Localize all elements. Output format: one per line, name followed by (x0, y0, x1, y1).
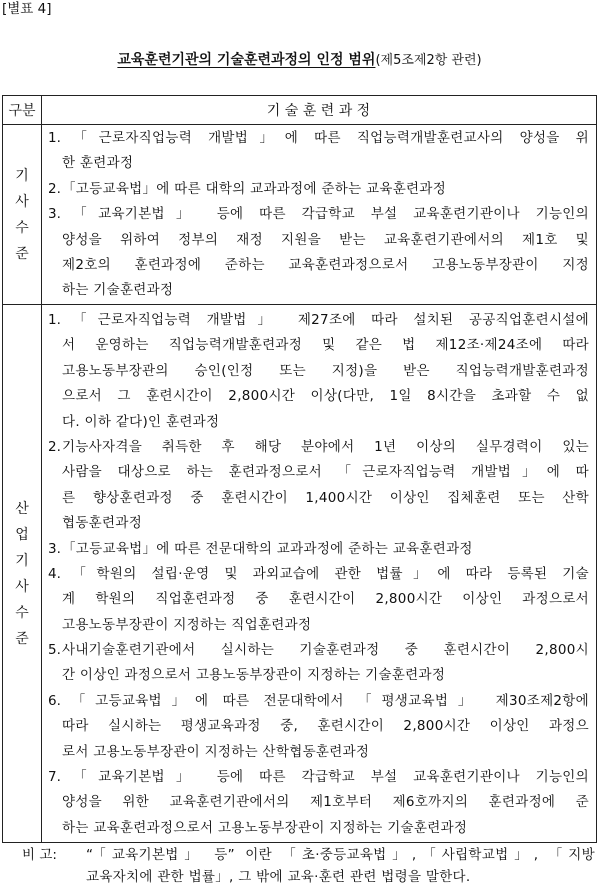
header-courses: 기 술 훈 련 과 정 (266, 103, 371, 119)
item-line (48, 562, 589, 587)
table-row (3, 304, 596, 842)
item-number: 1. (48, 130, 61, 146)
table-header-row (3, 96, 596, 124)
header-courses-cell (42, 96, 596, 124)
item-text: 「고등교육법」에 따른 전문대학에서 「평생교육법」 제30조제2항에 (62, 692, 589, 709)
item-line: 하는 교육훈련과정으로서 고용노동부장관이 지정하는 기술훈련과정 (62, 819, 468, 836)
item-number: 2. (48, 438, 61, 455)
title-reference: (제5조제2항 관련) (375, 53, 482, 68)
list-item (48, 435, 589, 537)
item-line (48, 202, 589, 227)
item-line (48, 435, 589, 460)
item-text: 사내기술훈련기관에서 실시하는 기술훈련과정 중 훈련시간이 2,800시 (62, 642, 589, 659)
category-cell (3, 305, 42, 842)
item-line (48, 177, 589, 202)
item-line: 양성을 위하여 정부의 재정 지원을 받는 교육훈련기관에서의 제1호 및 (62, 231, 589, 248)
item-line (48, 308, 589, 333)
item-text: 「근로자직업능력 개발법」 제27조에 따라 설치된 공공직업훈련시설에 (62, 312, 589, 328)
list-item (48, 308, 589, 435)
list-item (48, 765, 589, 841)
category-label: 기사수준 (15, 167, 29, 262)
list-item (48, 638, 589, 689)
item-number: 4. (48, 565, 61, 582)
item-number: 1. (48, 312, 61, 328)
category-cell (3, 125, 42, 304)
item-text: 「고등교육법」에 따른 전문대학의 교과과정에 준하는 교육훈련과정 (62, 540, 473, 557)
list-item (48, 537, 589, 562)
item-line: 따라 실시하는 평생교육과정 중, 훈련시간이 2,800시간 이상인 과정으 (62, 718, 589, 735)
item-line (48, 126, 589, 151)
item-line (48, 638, 589, 663)
training-course-table (2, 95, 597, 843)
item-line: 서 운영하는 직업능력개발훈련과정 및 같은 법 제12조·제24조에 따라 (62, 337, 589, 354)
item-line: 으로서 그 훈련시간이 2,800시간 이상(다만, 1일 8시간을 초과할 수 없 (62, 388, 589, 405)
item-line: 사람을 대상으로 하는 훈련과정으로서 「근로자직업능력 개발법」에 따 (62, 464, 589, 481)
remarks-line: 교육자치에 관한 법률」, 그 밖에 교육·훈련 관련 법령을 말한다. (86, 869, 471, 885)
item-text: 「교육기본법」 등에 따른 각급학교 부설 교육훈련기관이나 기능인의 (62, 206, 589, 223)
list-item (48, 177, 589, 202)
item-line: 른 향상훈련과정 중 훈련시간이 1,400시간 이상인 집체훈련 또는 산학 (62, 489, 589, 506)
item-line: 양성을 위한 교육훈련기관에서의 제1호부터 제6호까지의 훈련과정에 준 (62, 794, 589, 811)
item-line: 한 훈련과정 (62, 155, 134, 172)
category-label: 산업기사수준 (15, 500, 29, 647)
item-line: 고용노동부장관이 지정하는 직업훈련과정 (62, 616, 312, 633)
list-item (48, 562, 589, 638)
list-item (48, 689, 589, 765)
item-number: 7. (48, 769, 61, 786)
item-line: 계 학원의 직업훈련과정 중 훈련시간이 2,800시간 이상인 과정으로서 (62, 591, 589, 608)
item-line: 고용노동부장관의 승인(인정 또는 지정)을 받은 직업능력개발훈련과정 (62, 362, 589, 379)
item-number: 3. (48, 206, 61, 223)
item-number: 5. (48, 642, 61, 659)
item-number: 3. (48, 540, 61, 557)
item-line (48, 537, 589, 562)
item-number: 6. (48, 692, 61, 709)
list-item (48, 202, 589, 304)
courses-cell (42, 305, 596, 842)
remarks-label: 비 고: (22, 847, 57, 863)
item-text: 「학원의 설립·운영 및 과외교습에 관한 법률」에 따라 등록된 기술 (62, 565, 589, 582)
item-text: 「근로자직업능력 개발법」에 따른 직업능력개발훈련교사의 양성을 위 (62, 130, 589, 146)
item-number: 2. (48, 180, 61, 197)
item-line: 간 이상인 과정으로서 고용노동부장관이 지정하는 기술훈련과정 (62, 667, 446, 684)
item-line (48, 765, 589, 790)
item-text: 「고등교육법」에 따른 대학의 교과과정에 준하는 교육훈련과정 (62, 180, 447, 197)
remarks-body (86, 844, 595, 888)
header-category-cell (3, 96, 42, 124)
remarks-note (22, 844, 595, 888)
appendix-label: [별표 4] (2, 1, 52, 17)
item-text: 「교육기본법」 등에 따른 각급학교 부설 교육훈련기관이나 기능인의 (62, 769, 589, 786)
item-line: 협동훈련과정 (62, 515, 143, 532)
title-main: 교육훈련기관의 기술훈련과정의 인정 범위 (117, 52, 376, 68)
header-category: 구분 (8, 103, 36, 119)
table-row (3, 124, 596, 304)
item-line: 다. 이하 같다)인 훈련과정 (62, 413, 220, 430)
document-title (0, 50, 599, 71)
item-line (48, 689, 589, 714)
courses-cell (42, 125, 596, 304)
item-line: 로서 고용노동부장관이 지정하는 산학협동훈련과정 (62, 743, 370, 760)
item-line: 하는 기술훈련과정 (62, 282, 174, 299)
remarks-line: “「교육기본법」 등” 이란 「초·중등교육법」,「사립학교법」, 「지방 (86, 847, 595, 863)
item-line: 제2호의 훈련과정에 준하는 교육훈련과정으로서 고용노동부장관이 지정 (62, 256, 589, 273)
item-text: 기능사자격을 취득한 후 해당 분야에서 1년 이상의 실무경력이 있는 (62, 438, 589, 455)
list-item (48, 126, 589, 177)
